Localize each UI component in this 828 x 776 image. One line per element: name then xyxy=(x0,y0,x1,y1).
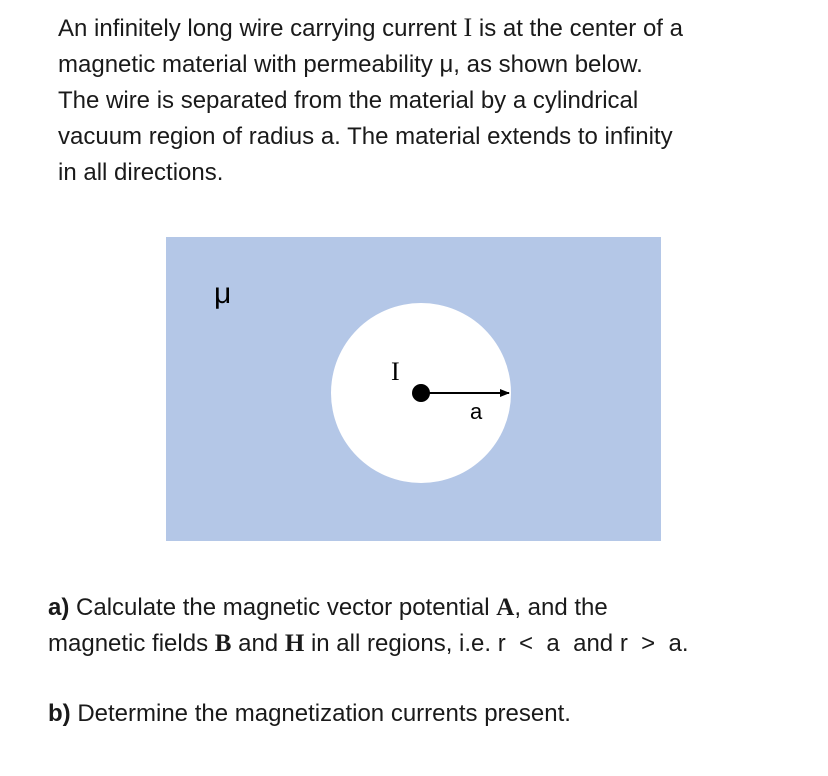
intro-line-2: magnetic material with permeability μ, as shown below. xyxy=(58,51,643,78)
question-b-label: b) xyxy=(48,700,71,727)
current-label: I xyxy=(391,357,400,386)
radius-symbol: a xyxy=(320,123,335,150)
vector-potential-symbol: A xyxy=(496,594,515,621)
intro-line-5: in all directions. xyxy=(58,159,224,186)
intro-line-3: The wire is separated from the material by a cylindrical xyxy=(58,87,639,114)
question-b: b) Determine the magnetization currents present. xyxy=(48,700,571,727)
h-field-symbol: H xyxy=(284,630,305,657)
question-a-line-2: magnetic fields B and H in all regions, i.e. r < a and r > a. xyxy=(48,630,689,657)
b-field-symbol: B xyxy=(214,630,232,657)
question-a-line-1: a) Calculate the magnetic vector potential A, and the xyxy=(48,594,608,621)
intro-line-4: vacuum region of radius a. The material extends to infinity xyxy=(58,123,673,150)
wire-diagram xyxy=(166,237,661,541)
question-a-label: a) xyxy=(48,594,70,621)
wire-dot xyxy=(412,384,430,402)
permeability-label: μ xyxy=(214,277,232,310)
intro-line-1: An infinitely long wire carrying current I is at the center of a xyxy=(58,13,683,42)
problem-intro xyxy=(58,10,808,191)
questions xyxy=(48,590,818,732)
current-symbol: I xyxy=(463,13,473,42)
radius-label: a xyxy=(470,399,483,424)
